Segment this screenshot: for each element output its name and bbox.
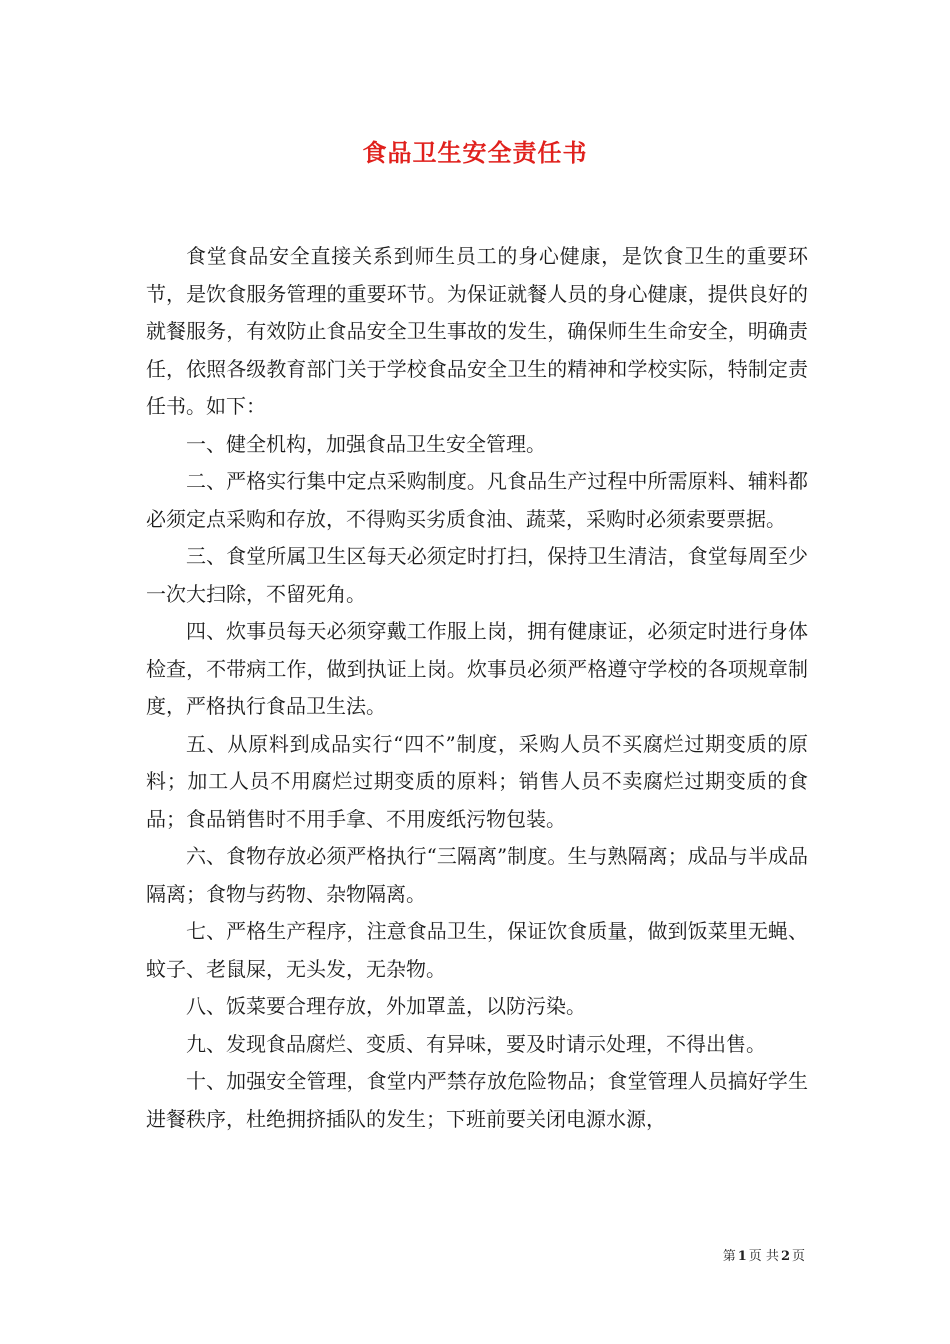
page-number-footer bbox=[723, 1245, 805, 1264]
current-page-number: 1 bbox=[737, 1249, 747, 1264]
clause-paragraph: 七、严格生产程序，注意食品卫生，保证饮食质量，做到饭菜里无蝇、蚊子、老鼠屎，无头发，无杂物。 bbox=[146, 919, 808, 981]
clause-paragraph: 九、发现食品腐烂、变质、有异味，要及时请示处理，不得出售。 bbox=[186, 1031, 766, 1056]
clause-paragraph: 六、食物存放必须严格执行“三隔离”制度。生与熟隔离；成品与半成品隔离；食物与药物、杂物隔离。 bbox=[146, 844, 808, 906]
intro-paragraph: 食堂食品安全直接关系到师生员工的身心健康，是饮食卫生的重要环节，是饮食服务管理的重要环节。为保证就餐人员的身心健康，提供良好的就餐服务，有效防止食品安全卫生事故的发生，确保师生生命安全，明确责任，依照各级教育部门关于学校食品安全卫生的精神和学校实际，特制定责任书。如下： bbox=[146, 244, 808, 418]
footer-suffix: 页 bbox=[791, 1249, 805, 1264]
document-body bbox=[146, 238, 808, 1138]
clause-paragraph: 八、饭菜要合理存放，外加罩盖，以防污染。 bbox=[186, 994, 586, 1018]
clause-paragraph: 十、加强安全管理，食堂内严禁存放危险物品；食堂管理人员搞好学生进餐秩序，杜绝拥挤插队的发生；下班前要关闭电源水源， bbox=[146, 1069, 808, 1131]
total-pages-number: 2 bbox=[780, 1249, 790, 1264]
clause-paragraph: 五、从原料到成品实行“四不”制度，采购人员不买腐烂过期变质的原料；加工人员不用腐烂过期变质的原料；销售人员不卖腐烂过期变质的食品；食品销售时不用手拿、不用废纸污物包装。 bbox=[146, 731, 808, 831]
clause-paragraph: 一、健全机构，加强食品卫生安全管理。 bbox=[186, 431, 546, 456]
footer-prefix: 第 bbox=[722, 1249, 736, 1264]
clause-paragraph: 三、食堂所属卫生区每天必须定时打扫，保持卫生清洁，食堂每周至少一次大扫除，不留死角。 bbox=[146, 544, 808, 606]
clause-paragraph: 四、炊事员每天必须穿戴工作服上岗，拥有健康证，必须定时进行身体检查，不带病工作，做到执证上岗。炊事员必须严格遵守学校的各项规章制度，严格执行食品卫生法。 bbox=[146, 619, 808, 718]
clause-paragraph: 二、严格实行集中定点采购制度。凡食品生产过程中所需原料、辅料都必须定点采购和存放，不得购买劣质食油、蔬菜，采购时必须索要票据。 bbox=[146, 469, 808, 531]
footer-middle: 页 共 bbox=[748, 1249, 779, 1264]
page-title: 食品卫生安全责任书 bbox=[362, 138, 588, 167]
